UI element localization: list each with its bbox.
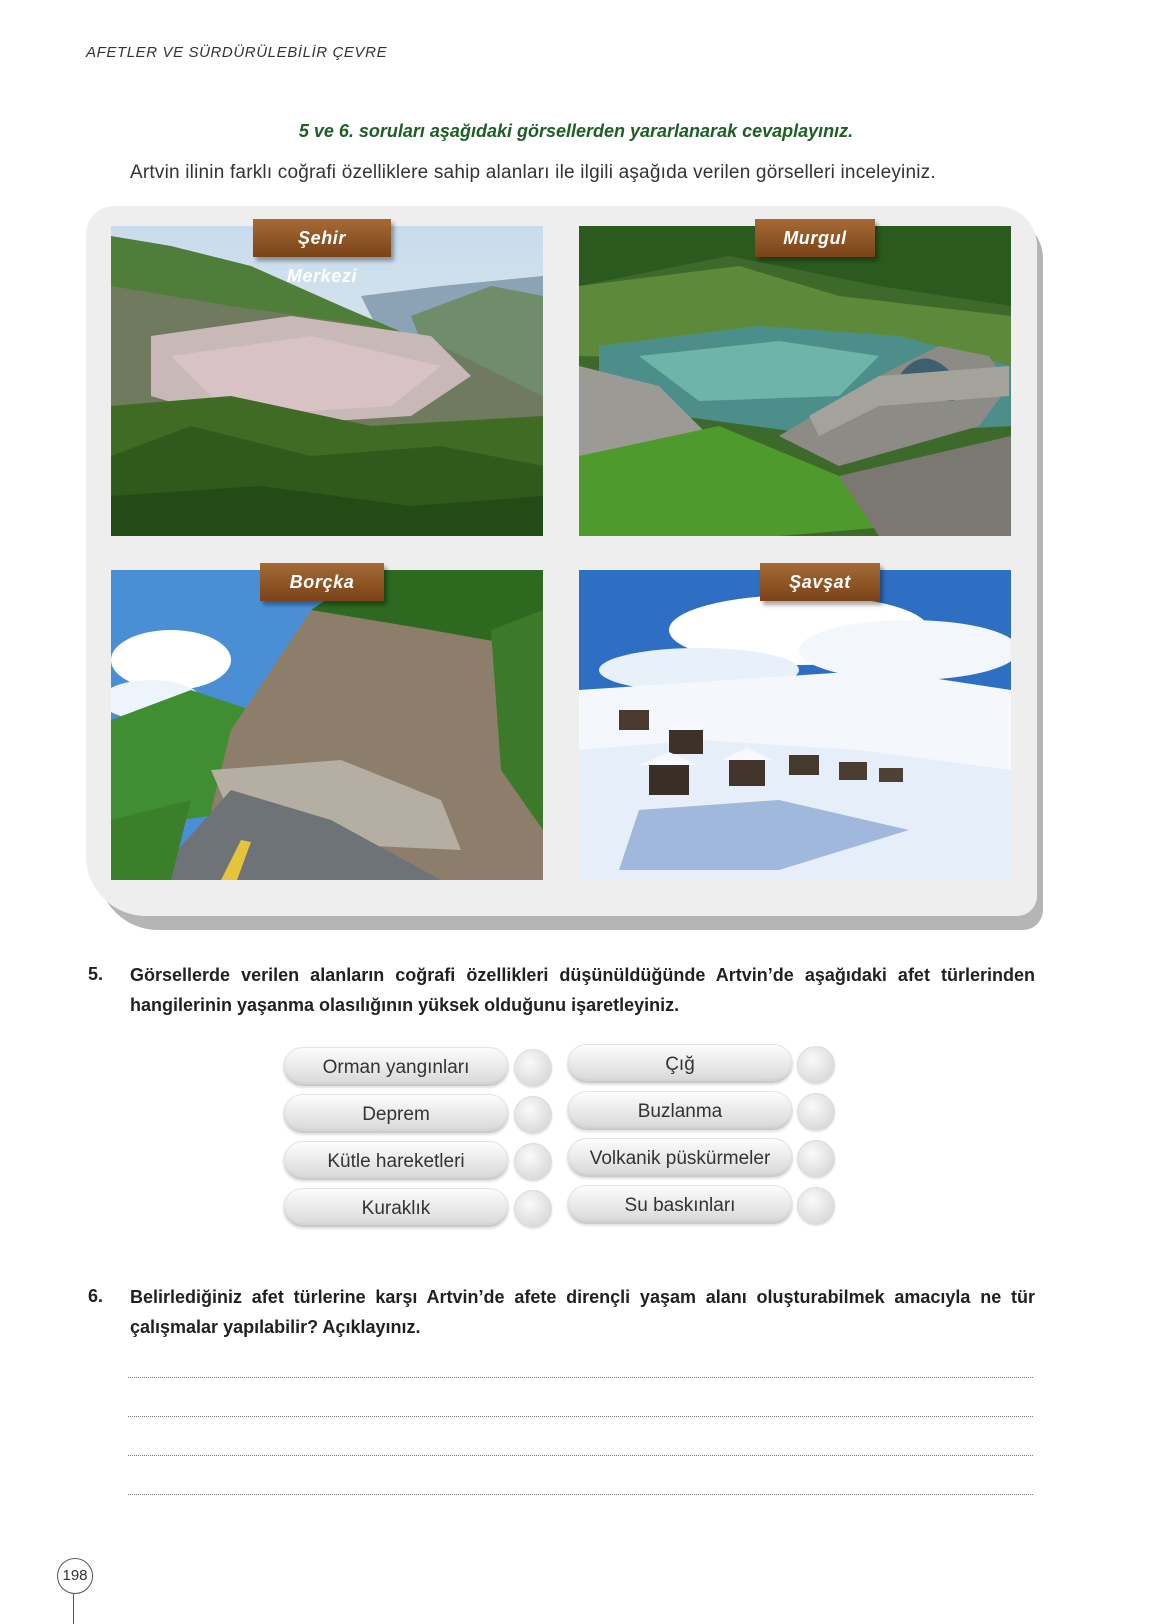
answer-line[interactable] xyxy=(128,1455,1033,1456)
question-5-number: 5. xyxy=(88,964,104,984)
photo-borcka xyxy=(111,570,543,880)
answer-line[interactable] xyxy=(128,1377,1033,1378)
photo-murgul xyxy=(579,226,1011,536)
option-orman-yanginlari-checkbox[interactable] xyxy=(514,1049,552,1087)
option-volkanik-puskurmeler[interactable]: Volkanik püskürmeler xyxy=(567,1138,793,1178)
intro-text: Artvin ilinin farklı coğrafi özelliklere sahip alanları ile ilgili aşağıda verilen görselleri inceleyiniz. xyxy=(130,162,936,183)
option-kutle-hareketleri[interactable]: Kütle hareketleri xyxy=(283,1141,509,1181)
option-deprem[interactable]: Deprem xyxy=(283,1094,509,1134)
photo-savsat xyxy=(579,570,1011,880)
question-6-number: 6. xyxy=(88,1286,104,1306)
option-kuraklik[interactable]: Kuraklık xyxy=(283,1188,509,1228)
answer-line[interactable] xyxy=(128,1494,1033,1495)
option-buzlanma[interactable]: Buzlanma xyxy=(567,1091,793,1131)
option-buzlanma-checkbox[interactable] xyxy=(797,1093,835,1131)
instruction-title: 5 ve 6. soruları aşağıdaki görsellerden yararlanarak cevaplayınız. xyxy=(298,121,854,141)
page-header: AFETLER VE SÜRDÜRÜLEBİLİR ÇEVRE xyxy=(86,44,388,61)
page-number: 198 xyxy=(57,1558,93,1594)
option-su-baskinlari[interactable]: Su baskınları xyxy=(567,1185,793,1225)
label-murgul: Murgul xyxy=(755,219,875,257)
option-cig[interactable]: Çığ xyxy=(567,1044,793,1084)
question-5-text: Görsellerde verilen alanların coğrafi özellikleri düşünüldüğünde Artvin’de aşağıdaki afet türlerinden hangilerinin yaşanma olasılığının yüksek olduğunu işaretleyiniz. xyxy=(130,965,1035,1015)
option-deprem-checkbox[interactable] xyxy=(514,1096,552,1134)
option-su-baskinlari-checkbox[interactable] xyxy=(797,1187,835,1225)
page-number-line xyxy=(73,1593,74,1624)
option-cig-checkbox[interactable] xyxy=(797,1046,835,1084)
option-kutle-hareketleri-checkbox[interactable] xyxy=(514,1143,552,1181)
option-kuraklik-checkbox[interactable] xyxy=(514,1190,552,1228)
label-savsat: Şavşat xyxy=(760,563,880,601)
question-6-text: Belirlediğiniz afet türlerine karşı Artvin’de afete dirençli yaşam alanı oluşturabilmek amacıyla ne tür çalışmalar yapılabilir? Açıklayınız. xyxy=(130,1287,1035,1337)
option-orman-yanginlari[interactable]: Orman yangınları xyxy=(283,1047,509,1087)
label-borcka: Borçka xyxy=(260,563,384,601)
answer-line[interactable] xyxy=(128,1416,1033,1417)
option-volkanik-puskurmeler-checkbox[interactable] xyxy=(797,1140,835,1178)
label-sehir-merkezi: Şehir Merkezi xyxy=(253,219,391,257)
